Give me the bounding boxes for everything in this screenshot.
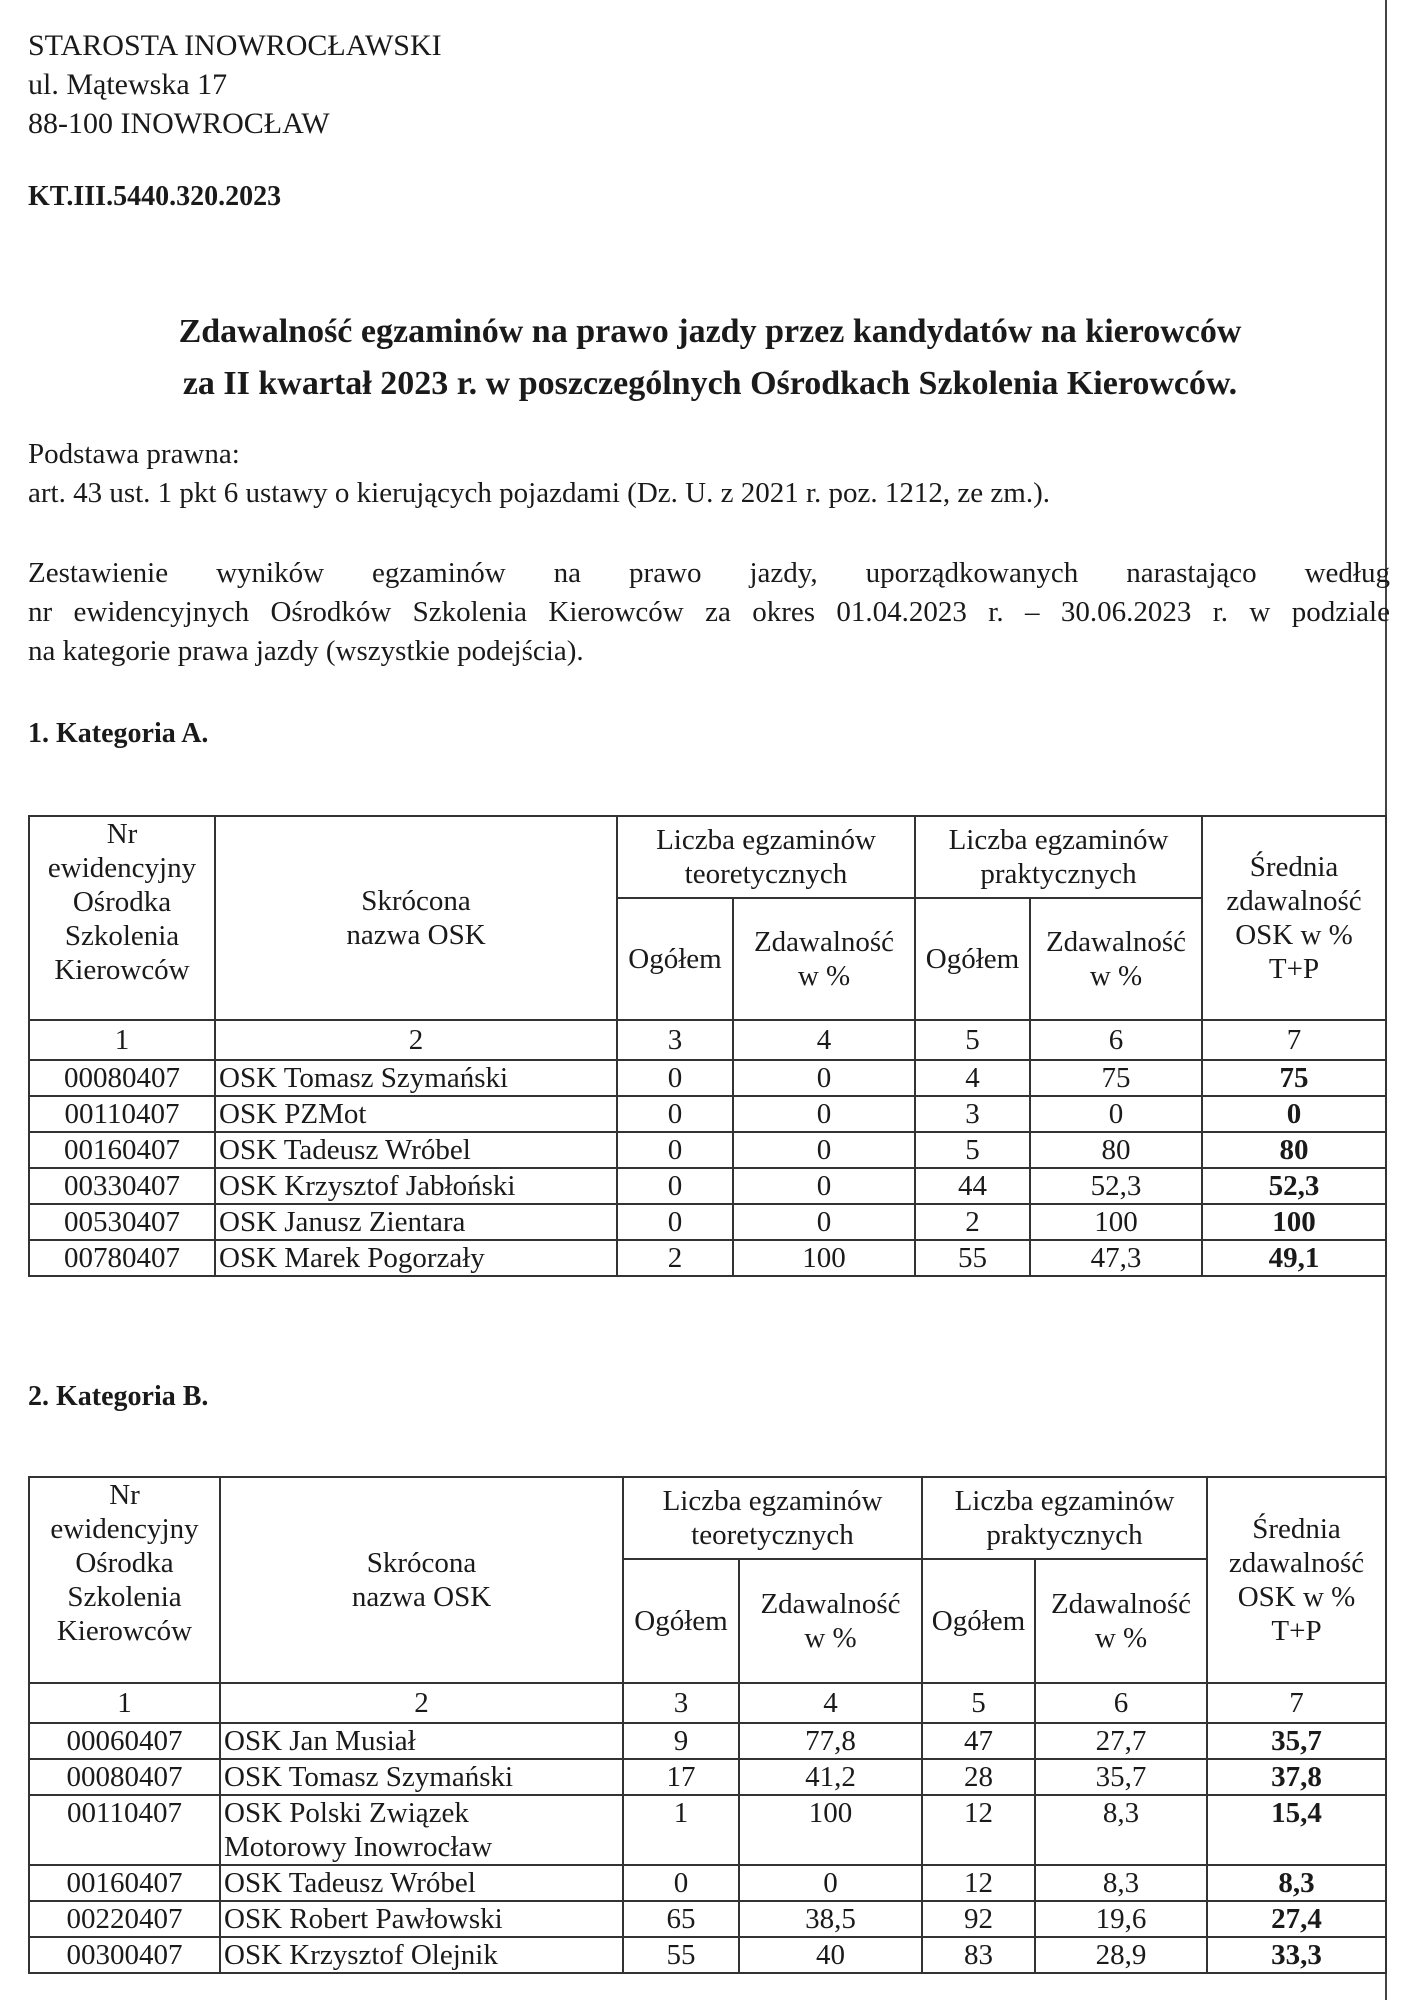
header-practice [922,1477,1207,1559]
osk-name-cell [220,1901,623,1937]
theory-rate-cell: 77,8 [739,1723,922,1759]
theory-rate-cell: 41,2 [739,1759,922,1795]
header-rate-line: w % [1089,960,1143,992]
practice-rate-cell: 0 [1030,1096,1202,1132]
header-average-line: Średnia [1252,1513,1341,1545]
summary-line-2: nr ewidencyjnych Ośrodków Szkolenia Kierowców za okres 01.04.2023 r. – 30.06.2023 r. w podziale [28,596,1390,628]
header-practice-rate [1035,1559,1207,1683]
column-number: 7 [1207,1683,1386,1723]
table-row [29,1901,1386,1937]
summary-paragraph [28,554,1390,671]
practice-rate-cell: 35,7 [1035,1759,1207,1795]
practice-total-cell: 28 [922,1759,1035,1795]
osk-name-cell [220,1865,623,1901]
header-theory-rate [739,1559,922,1683]
osk-name-line: OSK Jan Musiał [224,1725,416,1757]
results-table-category-a [28,815,1387,1277]
osk-name-line: OSK Marek Pogorzały [219,1242,485,1274]
header-average [1202,816,1386,1020]
average-rate-cell: 49,1 [1202,1240,1386,1276]
average-rate-cell: 80 [1202,1132,1386,1168]
header-theory [617,816,915,898]
column-number: 6 [1035,1683,1207,1723]
column-number: 4 [739,1683,922,1723]
table-row [29,1795,1386,1865]
header-name-line: Skrócona [366,1547,477,1579]
header-practice-line: Liczba egzaminów [948,824,1169,856]
header-theory-line: Liczba egzaminów [656,824,876,856]
osk-number-cell: 00160407 [29,1132,215,1168]
practice-total-cell: 55 [915,1240,1030,1276]
header-nr [29,1477,220,1683]
osk-name-cell [215,1096,617,1132]
column-number-row [29,1020,1386,1060]
average-rate-cell: 35,7 [1207,1723,1386,1759]
theory-rate-cell: 100 [739,1795,922,1865]
header-practice-line: praktycznych [986,1519,1143,1551]
results-table-category-b [28,1476,1387,1974]
practice-total-cell: 3 [915,1096,1030,1132]
osk-number-cell: 00530407 [29,1204,215,1240]
header-theory [623,1477,922,1559]
osk-name-cell [215,1168,617,1204]
practice-rate-cell: 8,3 [1035,1795,1207,1865]
header-name-line: nazwa OSK [351,1581,492,1613]
table-row [29,1759,1386,1795]
practice-total-cell: 47 [922,1723,1035,1759]
table-row [29,1132,1386,1168]
osk-number-cell: 00160407 [29,1865,220,1901]
osk-number-cell: 00330407 [29,1168,215,1204]
average-rate-cell: 15,4 [1207,1795,1386,1865]
osk-number-cell: 00080407 [29,1060,215,1096]
header-nr-line: Kierowców [54,954,190,986]
header-average-line: zdawalność [1226,885,1362,917]
header-name [220,1477,623,1683]
column-number: 7 [1202,1020,1386,1060]
section-heading-a: 1. Kategoria A. [28,718,209,749]
header-theory-total: Ogółem [623,1559,739,1683]
practice-total-cell: 4 [915,1060,1030,1096]
osk-name-line: OSK Tomasz Szymański [224,1761,514,1793]
column-number: 2 [215,1020,617,1060]
osk-number-cell: 00080407 [29,1759,220,1795]
osk-name-cell [215,1204,617,1240]
practice-rate-cell: 80 [1030,1132,1202,1168]
header-nr-line: Kierowców [56,1615,193,1647]
osk-number-cell: 00110407 [29,1096,215,1132]
title-line-2: za II kwartał 2023 r. w poszczególnych Ośrodkach Szkolenia Kierowców. [182,365,1238,402]
column-number: 2 [220,1683,623,1723]
osk-number-cell: 00060407 [29,1723,220,1759]
practice-total-cell: 2 [915,1204,1030,1240]
header-theory-line: teoretycznych [684,858,848,890]
header-nr [29,816,215,1020]
osk-number-cell: 00300407 [29,1937,220,1973]
table-body-b [29,1723,1386,1973]
practice-rate-cell: 75 [1030,1060,1202,1096]
theory-total-cell: 17 [623,1759,739,1795]
osk-number-cell: 00220407 [29,1901,220,1937]
header-theory-rate [733,898,915,1020]
osk-name-cell [215,1060,617,1096]
osk-name-line: OSK Krzysztof Olejnik [224,1939,498,1971]
summary-line-1: Zestawienie wyników egzaminów na prawo jazdy, uporządkowanych narastająco według [28,557,1390,589]
osk-number-cell: 00110407 [29,1795,220,1865]
column-number: 4 [733,1020,915,1060]
practice-total-cell: 83 [922,1937,1035,1973]
osk-name-line: OSK Krzysztof Jabłoński [219,1170,516,1202]
column-number: 5 [922,1683,1035,1723]
theory-rate-cell: 0 [733,1168,915,1204]
theory-rate-cell: 100 [733,1240,915,1276]
table-row [29,1204,1386,1240]
header-average-line: OSK w % [1235,919,1353,951]
header-nr-line: Ośrodka [72,886,172,918]
osk-name-cell [220,1759,623,1795]
legal-basis-text: art. 43 ust. 1 pkt 6 ustawy o kierujących pojazdami (Dz. U. z 2021 r. poz. 1212, ze zm.). [28,477,1050,509]
theory-rate-cell: 0 [733,1060,915,1096]
header-nr-line: Nr [109,1479,140,1511]
table-row [29,1937,1386,1973]
practice-total-cell: 44 [915,1168,1030,1204]
header-nr-line: ewidencyjny [50,1513,199,1545]
osk-name-line: OSK Janusz Zientara [219,1206,466,1238]
title-line-1: Zdawalność egzaminów na prawo jazdy przez kandydatów na kierowców [178,313,1242,350]
header-practice-total: Ogółem [922,1559,1035,1683]
header-average [1207,1477,1386,1683]
theory-rate-cell: 0 [733,1204,915,1240]
header-nr-line: Szkolenia [67,1581,182,1613]
column-number: 6 [1030,1020,1202,1060]
header-theory-line: Liczba egzaminów [662,1485,883,1517]
theory-total-cell: 1 [623,1795,739,1865]
issuer-line-1: STAROSTA INOWROCŁAWSKI [28,29,442,62]
header-rate-line: Zdawalność [1050,1588,1192,1620]
theory-rate-cell: 40 [739,1937,922,1973]
document-title [40,306,1380,410]
osk-name-cell [220,1795,623,1865]
table-row [29,1723,1386,1759]
theory-total-cell: 9 [623,1723,739,1759]
osk-name-line: OSK Robert Pawłowski [224,1903,503,1935]
theory-total-cell: 2 [617,1240,733,1276]
average-rate-cell: 75 [1202,1060,1386,1096]
osk-name-line: OSK Tadeusz Wróbel [224,1867,476,1899]
table-body-a [29,1060,1386,1276]
practice-rate-cell: 8,3 [1035,1865,1207,1901]
header-nr-line: ewidencyjny [47,852,197,884]
osk-name-cell [220,1937,623,1973]
header-rate-line: Zdawalność [1045,926,1187,958]
header-average-line: zdawalność [1228,1547,1365,1579]
column-number-row [29,1683,1386,1723]
theory-total-cell: 0 [617,1132,733,1168]
average-rate-cell: 8,3 [1207,1865,1386,1901]
average-rate-cell: 0 [1202,1096,1386,1132]
table-row [29,1865,1386,1901]
header-average-line: Średnia [1249,851,1339,883]
table-row [29,1240,1386,1276]
average-rate-cell: 100 [1202,1204,1386,1240]
theory-total-cell: 0 [617,1168,733,1204]
header-practice-line: praktycznych [980,858,1137,890]
theory-rate-cell: 38,5 [739,1901,922,1937]
issuer-line-2: ul. Mątewska 17 [28,68,228,101]
header-nr-line: Szkolenia [64,920,180,952]
practice-rate-cell: 52,3 [1030,1168,1202,1204]
column-number: 5 [915,1020,1030,1060]
practice-total-cell: 5 [915,1132,1030,1168]
section-heading-b: 2. Kategoria B. [28,1381,209,1412]
header-theory-total: Ogółem [617,898,733,1020]
header-name-line: nazwa OSK [346,919,486,951]
practice-rate-cell: 100 [1030,1204,1202,1240]
theory-rate-cell: 0 [733,1132,915,1168]
osk-name-line: OSK PZMot [219,1098,367,1130]
average-rate-cell: 33,3 [1207,1937,1386,1973]
practice-total-cell: 12 [922,1795,1035,1865]
theory-total-cell: 0 [617,1060,733,1096]
theory-rate-cell: 0 [733,1096,915,1132]
theory-total-cell: 55 [623,1937,739,1973]
legal-basis-label: Podstawa prawna: [28,438,240,470]
osk-name-line: Motorowy Inowrocław [224,1831,493,1863]
table-row [29,1096,1386,1132]
theory-total-cell: 0 [623,1865,739,1901]
table-row [29,1168,1386,1204]
average-rate-cell: 27,4 [1207,1901,1386,1937]
average-rate-cell: 52,3 [1202,1168,1386,1204]
header-nr-line: Ośrodka [75,1547,174,1579]
osk-name-cell [215,1132,617,1168]
osk-name-line: OSK Tomasz Szymański [219,1062,509,1094]
legal-basis [28,435,1388,513]
header-rate-line: Zdawalność [760,1588,901,1620]
average-rate-cell: 37,8 [1207,1759,1386,1795]
osk-name-cell [215,1240,617,1276]
practice-total-cell: 92 [922,1901,1035,1937]
header-average-line: T+P [1268,953,1320,985]
summary-line-3: na kategorie prawa jazdy (wszystkie podejścia). [28,635,584,667]
header-practice-rate [1030,898,1202,1020]
theory-total-cell: 0 [617,1096,733,1132]
header-rate-line: w % [804,1622,857,1654]
osk-name-cell [220,1723,623,1759]
table-row [29,1060,1386,1096]
practice-total-cell: 12 [922,1865,1035,1901]
practice-rate-cell: 28,9 [1035,1937,1207,1973]
practice-rate-cell: 27,7 [1035,1723,1207,1759]
theory-total-cell: 0 [617,1204,733,1240]
issuer-line-3: 88-100 INOWROCŁAW [28,107,330,140]
header-practice [915,816,1202,898]
header-rate-line: w % [797,960,851,992]
column-number: 3 [623,1683,739,1723]
osk-name-line: OSK Tadeusz Wróbel [219,1134,471,1166]
header-practice-line: Liczba egzaminów [954,1485,1175,1517]
header-nr-line: Nr [106,818,138,850]
theory-rate-cell: 0 [739,1865,922,1901]
header-average-line: OSK w % [1237,1581,1356,1613]
practice-rate-cell: 19,6 [1035,1901,1207,1937]
osk-name-line: OSK Polski Związek [224,1797,469,1829]
issuer-block [28,26,442,143]
header-name [215,816,617,1020]
header-name-line: Skrócona [361,885,471,917]
osk-number-cell: 00780407 [29,1240,215,1276]
column-number: 3 [617,1020,733,1060]
column-number: 1 [29,1683,220,1723]
reference-number: KT.III.5440.320.2023 [28,181,282,212]
column-number: 1 [29,1020,215,1060]
theory-total-cell: 65 [623,1901,739,1937]
header-theory-line: teoretycznych [691,1519,854,1551]
header-practice-total: Ogółem [915,898,1030,1020]
header-rate-line: w % [1094,1622,1148,1654]
practice-rate-cell: 47,3 [1030,1240,1202,1276]
header-rate-line: Zdawalność [753,926,895,958]
header-average-line: T+P [1271,1615,1322,1647]
